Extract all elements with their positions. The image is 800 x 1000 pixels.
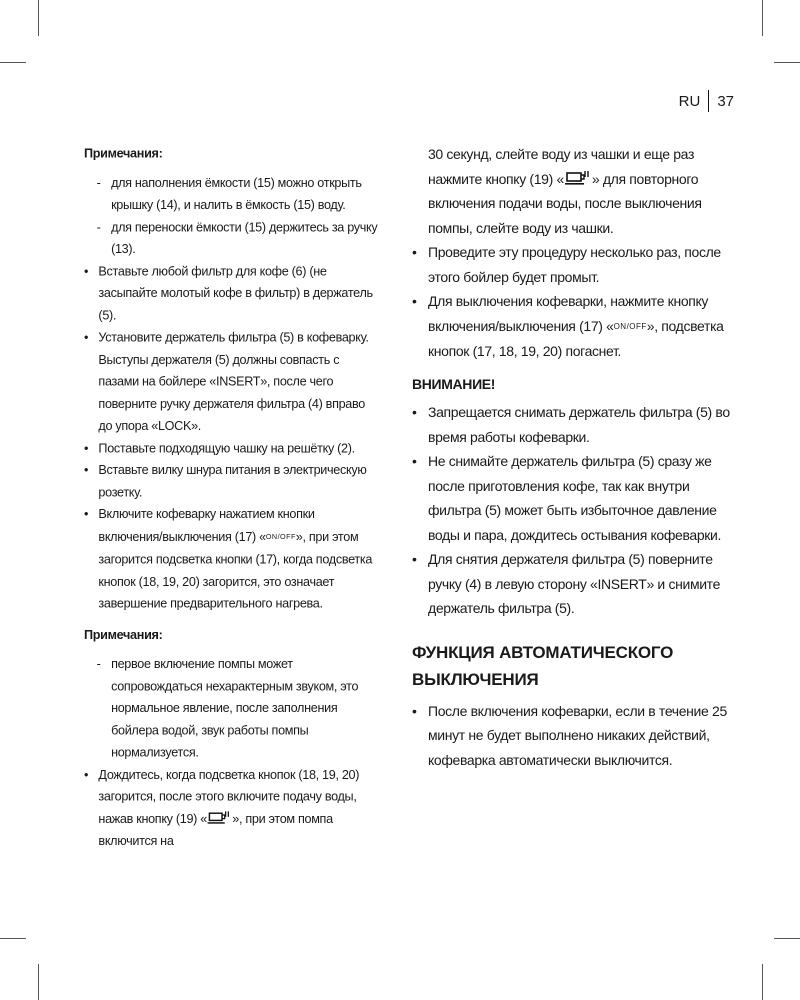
instruction-item bbox=[84, 763, 378, 851]
instruction-item: • Установите держатель фильтра (5) в кофеварку. Выступы держателя (5) должны совпасть с пазами на бойлере «INSERT», после чего поверните ручку держателя фильтра (4) вправо до упора «LOCK». bbox=[84, 326, 378, 437]
instruction-item: • После включения кофеварки, если в течение 25 минут не будет выполнено никаких действий, кофеварка автоматически выключится. bbox=[412, 699, 742, 773]
coffee-cup-icon bbox=[207, 810, 232, 824]
crop-mark bbox=[774, 62, 800, 63]
warning-item: • Запрещается снимать держатель фильтра (5) во время работы кофеварки. bbox=[412, 400, 742, 449]
text-fragment: » для повторного включения подачи воды, после выключения помпы, слейте воду из чашки. bbox=[428, 170, 702, 236]
on-off-symbol-icon: ON/OFF bbox=[613, 321, 647, 331]
attention-heading: ВНИМАНИЕ! bbox=[412, 375, 496, 392]
instruction-item: • Проведите эту процедуру несколько раз, после этого бойлер будет промыт. bbox=[412, 240, 742, 289]
page-header bbox=[679, 90, 734, 112]
language-label: RU bbox=[678, 92, 701, 110]
instruction-item: • Вставьте любой фильтр для кофе (6) (не засыпайте молотый кофе в фильтр) в держатель (5). bbox=[84, 260, 378, 326]
continued-text bbox=[412, 142, 742, 240]
text-fragment: Дождитесь, когда подсветка кнопок (18, 19, 20) загорится, после этого включите подачу воды, нажав кнопку (19) « bbox=[98, 766, 360, 826]
crop-mark bbox=[38, 0, 39, 36]
warning-item: • Для снятия держателя фильтра (5) поверните ручку (4) в левую сторону «INSERT» и снимите держатель фильтра (5). bbox=[412, 547, 742, 621]
instruction-item: • Вставьте вилку шнура питания в электрическую розетку. bbox=[84, 459, 378, 503]
warning-item: • Не снимайте держатель фильтра (5) сразу же после приготовления кофе, так как внутри фильтра (5) может быть избыточное давление воды и пара, дождитесь остывания кофеварки. bbox=[412, 449, 742, 547]
text-fragment: 30 секунд, слейте воду из чашки и еще раз нажмите кнопку (19) « bbox=[428, 146, 695, 187]
note-item: - для наполнения ёмкости (15) можно открыть крышку (14), и налить в ёмкость (15) воду. bbox=[84, 171, 378, 215]
crop-mark bbox=[762, 0, 763, 36]
crop-mark bbox=[774, 938, 800, 939]
note-item: - первое включение помпы может сопровождаться нехарактерным звуком, это нормальное явление, после заполнения бойлера водой, звук работы помпы нормализуется. bbox=[84, 653, 378, 764]
instruction-item bbox=[84, 503, 378, 614]
crop-mark bbox=[762, 964, 763, 1000]
on-off-symbol-icon: ON/OFF bbox=[265, 532, 296, 541]
section-title: ФУНКЦИЯ АВТОМАТИЧЕСКОГО ВЫКЛЮЧЕНИЯ bbox=[412, 642, 674, 689]
note-item: - для переноски ёмкости (15) держитесь за ручку (13). bbox=[84, 216, 378, 260]
text-fragment: », при этом помпа включится на bbox=[98, 810, 333, 848]
notes-heading: Примечания: bbox=[84, 145, 163, 161]
left-column bbox=[84, 142, 378, 852]
instruction-item: • Поставьте подходящую чашку на решётку (2). bbox=[84, 437, 378, 459]
coffee-cup-icon bbox=[564, 170, 592, 186]
crop-mark bbox=[38, 964, 39, 1000]
page-number: 37 bbox=[717, 92, 734, 110]
crop-mark bbox=[0, 938, 26, 939]
text-fragment: Включите кофеварку нажатием кнопки включения/выключения (17) « bbox=[98, 506, 315, 544]
text-fragment: », при этом загорится подсветка кнопки (17), когда подсветка кнопок (18, 19, 20) загорится, это означает завершение предварительного нагрева. bbox=[98, 528, 373, 611]
crop-mark bbox=[0, 62, 26, 63]
notes-heading: Примечания: bbox=[84, 626, 163, 642]
instruction-item bbox=[412, 289, 742, 364]
text-fragment: Для выключения кофеварки, нажмите кнопку включения/выключения (17) « bbox=[428, 293, 709, 334]
text-fragment: », подсветка кнопок (17, 18, 19, 20) погаснет. bbox=[428, 317, 724, 360]
right-column bbox=[412, 142, 742, 772]
